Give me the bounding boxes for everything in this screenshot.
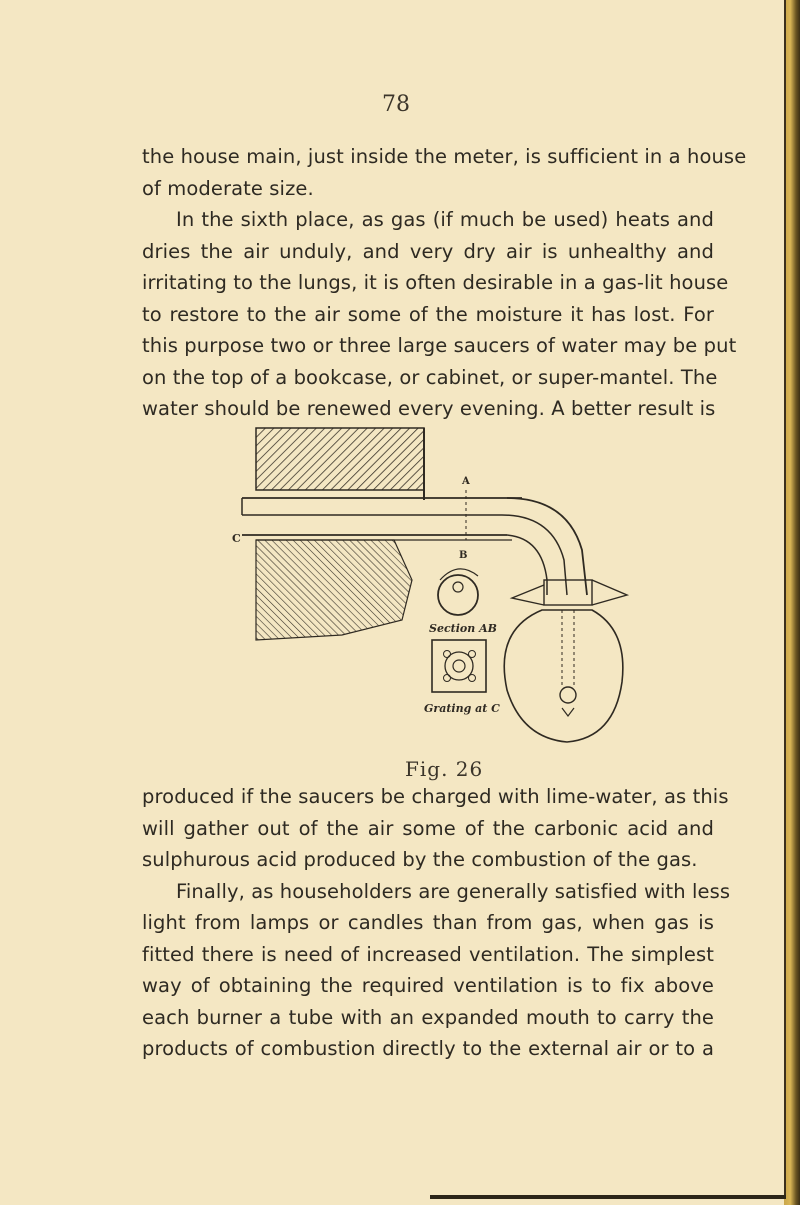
figure-caption: Fig. 26 bbox=[405, 757, 484, 781]
page-edge-line bbox=[784, 0, 786, 1195]
figure-26-illustration bbox=[222, 420, 642, 760]
text-line: sulphurous acid produced by the combustion of the gas. bbox=[142, 848, 698, 871]
text-line: light from lamps or candles than from gas, when gas is bbox=[142, 911, 714, 934]
grating-box bbox=[432, 640, 486, 692]
text-line: produced if the saucers be charged with lime-water, as this bbox=[142, 785, 729, 808]
text-line: this purpose two or three large saucers of water may be put bbox=[142, 334, 737, 357]
ceiling-block bbox=[256, 428, 424, 490]
page-edge-gilt bbox=[784, 0, 800, 1205]
text-line: Finally, as householders are generally satisfied with less bbox=[176, 879, 731, 903]
section-circle bbox=[438, 575, 478, 615]
text-line: way of obtaining the required ventilation is to fix above bbox=[142, 974, 714, 997]
label-a: A bbox=[462, 476, 470, 487]
text-line: fitted there is need of increased ventilation. The simplest bbox=[142, 942, 714, 966]
text-line: the house main, just inside the meter, is sufficient in a house bbox=[142, 145, 747, 168]
ventilation-diagram bbox=[222, 420, 642, 760]
text-line: each burner a tube with an expanded mouth to carry the bbox=[142, 1005, 714, 1029]
text-line: to restore to the air some of the moisture it has lost. For bbox=[142, 302, 714, 326]
text-line: will gather out of the air some of the carbonic acid and bbox=[142, 816, 714, 840]
label-grating-c: Grating at C bbox=[424, 702, 500, 715]
text-line: products of combustion directly to the external air or to a bbox=[142, 1037, 714, 1060]
label-c: C bbox=[232, 532, 241, 545]
text-line: In the sixth place, as gas (if much be used) heats and bbox=[176, 208, 714, 231]
text-line: on the top of a bookcase, or cabinet, or super-mantel. The bbox=[142, 365, 718, 389]
text-line: dries the air unduly, and very dry air is unhealthy and bbox=[142, 239, 714, 263]
text-block-top bbox=[142, 141, 747, 425]
text-line: of moderate size. bbox=[142, 176, 314, 200]
globe-shade bbox=[504, 610, 623, 742]
label-b: B bbox=[459, 550, 468, 561]
label-section-ab: Section AB bbox=[429, 622, 497, 635]
page-edge-bottom bbox=[430, 1195, 786, 1199]
wall-block bbox=[256, 540, 412, 640]
text-line: irritating to the lungs, it is often desirable in a gas-lit house bbox=[142, 271, 729, 294]
text-line: water should be renewed every evening. A better result is bbox=[142, 397, 716, 420]
page-number: 78 bbox=[382, 92, 410, 117]
text-block-bottom bbox=[142, 781, 731, 1065]
